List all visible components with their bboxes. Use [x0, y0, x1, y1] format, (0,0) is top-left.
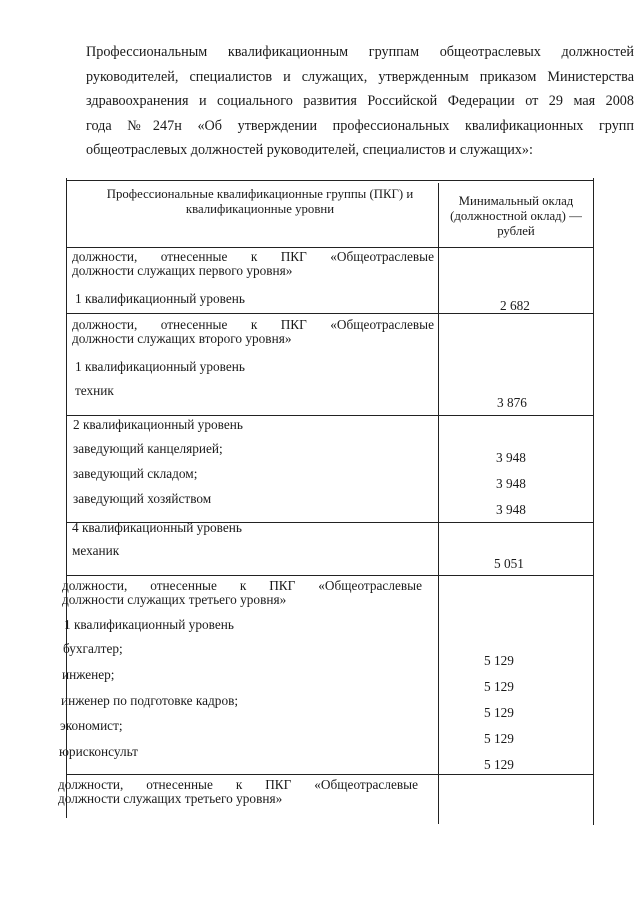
header-col-groups: Профессиональные квалификационные группы (ПКГ) и квалификационные уровни: [106, 187, 414, 216]
salary-value: 2 682: [500, 298, 530, 313]
salary-value: 5 051: [494, 556, 524, 571]
group-title-line: должности служащих первого уровня»: [72, 263, 293, 278]
salary-value: 3 876: [497, 395, 527, 410]
group-title-line: должности служащих третьего уровня»: [58, 791, 283, 806]
position-label: бухгалтер;: [63, 641, 123, 656]
position-label: заведующий канцелярией;: [73, 441, 223, 456]
row-divider: [66, 774, 594, 775]
level-label: 1 квалификационный уровень: [75, 291, 245, 306]
position-label: техник: [75, 383, 114, 398]
level-label: 1 квалификационный уровень: [64, 617, 234, 632]
group-title-line: должности, отнесенные к ПКГ «Общеотраслевые: [58, 777, 418, 792]
level-label: 2 квалификационный уровень: [73, 417, 243, 432]
intro-line: общеотраслевых должностей руководителей, специалистов и служащих»:: [86, 142, 533, 158]
group-title-line: должности служащих третьего уровня»: [62, 592, 287, 607]
salary-value: 5 129: [484, 705, 514, 720]
group-title: [62, 579, 422, 607]
salary-value: 3 948: [496, 476, 526, 491]
row-divider: [66, 313, 594, 314]
intro-line: года №247н «Об утверждении профессиональных квалификационных групп: [86, 117, 634, 134]
table-border-middle: [438, 183, 439, 824]
salary-value: 5 129: [484, 731, 514, 746]
intro-line: Профессиональным квалификационным группам общеотраслевых должностей: [86, 44, 634, 60]
salary-value: 5 129: [484, 757, 514, 772]
salary-value: 5 129: [484, 679, 514, 694]
position-label: инженер по подготовке кадров;: [61, 693, 239, 708]
group-title-line: должности, отнесенные к ПКГ «Общеотраслевые: [72, 317, 434, 332]
intro-line: здравоохранения и социального развития Российской Федерации от 29 мая 2008: [86, 93, 634, 109]
salary-value: 3 948: [496, 502, 526, 517]
level-label: 4 квалификационный уровень: [72, 520, 242, 535]
position-label: юрисконсульт: [59, 744, 138, 759]
table-border-right: [593, 178, 594, 825]
salary-value: 3 948: [496, 450, 526, 465]
group-title: [58, 778, 418, 806]
row-divider: [66, 415, 594, 416]
position-label: экономист;: [60, 718, 123, 733]
group-title: [72, 250, 434, 278]
group-title-line: должности, отнесенные к ПКГ «Общеотраслевые: [62, 578, 422, 593]
group-title-line: должности служащих второго уровня»: [72, 331, 292, 346]
salary-value: 5 129: [484, 653, 514, 668]
group-title-line: должности, отнесенные к ПКГ «Общеотраслевые: [72, 249, 434, 264]
group-title: [72, 318, 434, 346]
header-col-salary: Минимальный оклад (должностной оклад) — рублей: [450, 194, 582, 238]
position-label: механик: [72, 543, 120, 558]
position-label: инженер;: [62, 667, 115, 682]
position-label: заведующий хозяйством: [73, 491, 212, 506]
position-label: заведующий складом;: [73, 466, 198, 481]
level-label: 1 квалификационный уровень: [75, 359, 245, 374]
intro-line: руководителей, специалистов и служащих, утвержденным приказом Министерства: [86, 68, 634, 85]
header-divider: [66, 247, 594, 248]
row-divider: [66, 575, 594, 576]
table-border-top: [66, 180, 594, 181]
